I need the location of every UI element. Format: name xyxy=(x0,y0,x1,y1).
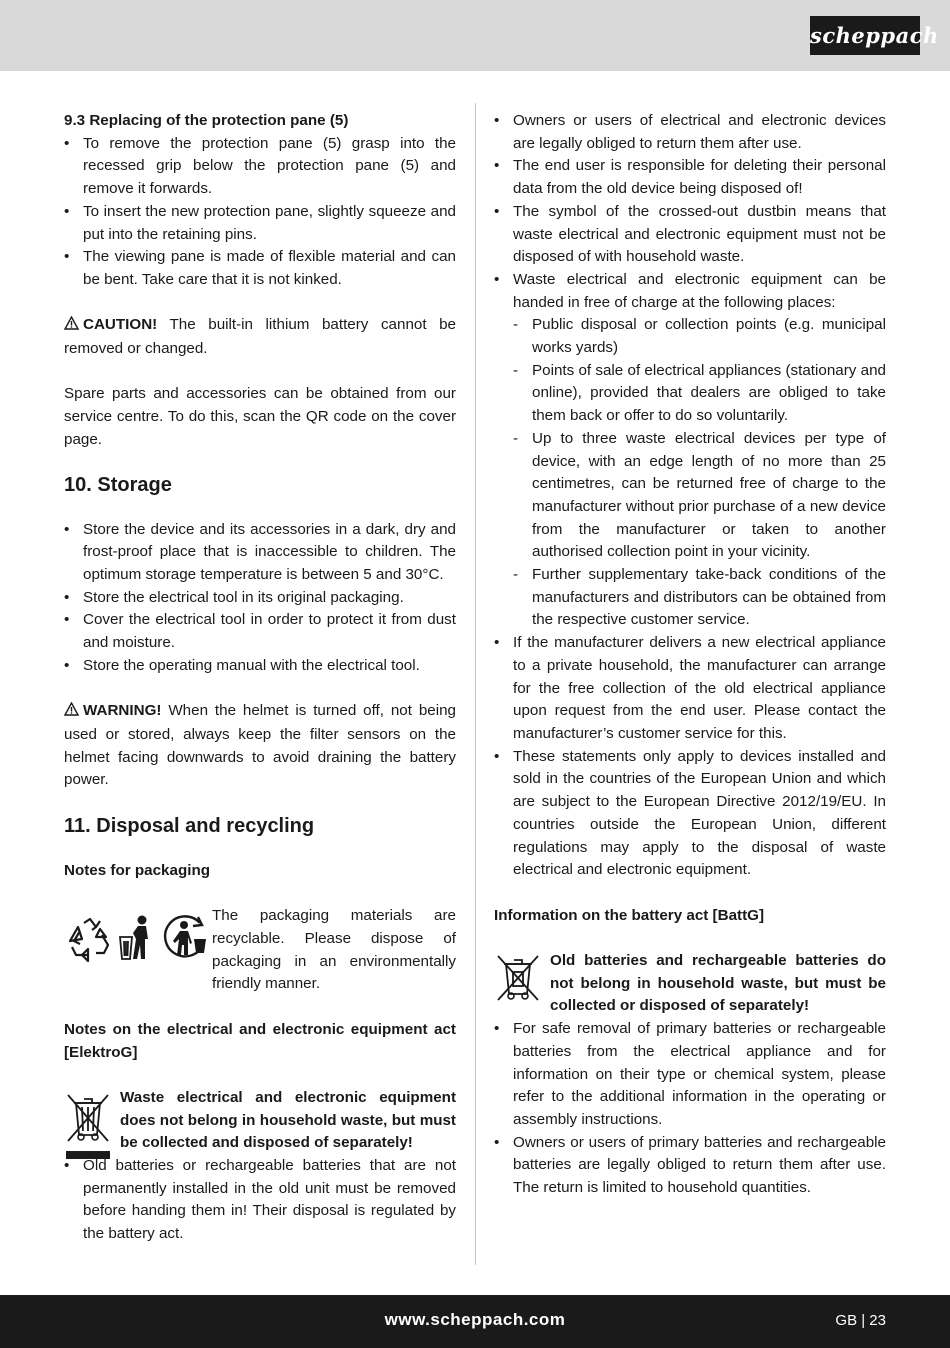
list-subitem: - Further supplementary take-back conditions of the manufacturers and distributors can be obtained from the respective customer service. xyxy=(494,564,886,632)
battg-heading: Information on the battery act [BattG] xyxy=(494,906,765,924)
warning-label: WARNING! xyxy=(83,702,162,720)
list-item: • To insert the new protection pane, slightly squeeze and put into the retaining pins. xyxy=(64,201,456,246)
elektrog-heading: Notes on the electrical and electronic equipment act [ElektroG] xyxy=(64,1020,456,1061)
disposal-heading: 11. Disposal and recycling xyxy=(64,814,315,837)
packaging-text: The packaging materials are recyclable. Please dispose of packaging in an environmentally friendly manner. xyxy=(212,907,456,993)
left-column xyxy=(64,110,456,1246)
footer-bar xyxy=(0,1295,950,1348)
list-item: • The viewing pane is made of flexible material and can be bent. Take care that it is not kinked. xyxy=(64,246,456,291)
old-batteries-list xyxy=(64,1155,456,1246)
packaging-icons xyxy=(64,905,212,995)
warning-text: When the helmet is turned off, not being used or stored, always keep the filter sensors on the helmet facing downwards to avoid draining the battery power. xyxy=(64,702,456,789)
page-number: GB | 23 xyxy=(835,1312,886,1329)
crossed-out-battery-bin-icon xyxy=(494,950,550,1018)
spare-parts-text: Spare parts and accessories can be obtained from our service centre. To do this, scan the QR code on the cover page. xyxy=(64,385,456,448)
footer-url[interactable]: www.scheppach.com xyxy=(384,1310,566,1329)
crossed-out-bin-icon xyxy=(64,1087,120,1155)
list-item: • Old batteries or rechargeable batteries that are not permanently installed in the old unit must be removed before handing them in! Their disposal is regulated by the battery act. xyxy=(64,1155,456,1246)
storage-heading: 10. Storage xyxy=(64,473,172,496)
list-subitem: - Up to three waste electrical devices per type of device, with an edge length of no more than 25 centimetres, can be returned free of charge to the manufacturer without prior purchase of a new device from the manufacturer or taken to another authorised collection point in your vicinity. xyxy=(494,428,886,564)
right-column xyxy=(494,110,886,1200)
list-item: • Owners or users of electrical and electronic devices are legally obliged to return them after use. xyxy=(494,110,886,155)
warning-triangle-icon xyxy=(64,315,79,338)
list-item: • The end user is responsible for deleting their personal data from the old device being disposed of! xyxy=(494,155,886,200)
list-item: • Cover the electrical tool in order to protect it from dust and moisture. xyxy=(64,609,456,654)
list-item: • To remove the protection pane (5) grasp into the recessed grip below the protection pane (5) and remove it forwards. xyxy=(64,133,456,201)
header-bar xyxy=(0,0,950,71)
list-subitem: - Points of sale of electrical appliances (stationary and online), provided that dealers are obliged to take them back or offer to do so voluntarily. xyxy=(494,360,886,428)
list-item: • Store the device and its accessories in a dark, dry and frost-proof place that is inaccessible to children. The optimum storage temperature is between 5 and 30°C. xyxy=(64,519,456,587)
recycle-icon xyxy=(66,917,114,963)
recycling-person-icon xyxy=(160,913,212,963)
caution-note xyxy=(64,314,456,360)
warning-triangle-icon xyxy=(64,701,79,724)
list-item: • Owners or users of primary batteries and rechargeable batteries are legally obliged to return them after use. The return is limited to household quantities. xyxy=(494,1132,886,1200)
list-item: • For safe removal of primary batteries or rechargeable batteries from the electrical appliance and for information on their type or chemical system, please refer to the additional information in the operating or assembly instructions. xyxy=(494,1018,886,1132)
list-item: • These statements only apply to devices installed and sold in the countries of the European Union and which are subject to the European Directive 2012/19/EU. In countries outside the European Union, different regulations may apply to the disposal of waste electrical and electronic equipment. xyxy=(494,746,886,882)
list-item: • The symbol of the crossed-out dustbin means that waste electrical and electronic equipment must not be disposed of with household waste. xyxy=(494,201,886,269)
packaging-heading: Notes for packaging xyxy=(64,861,210,879)
list-item: • Store the electrical tool in its original packaging. xyxy=(64,587,456,610)
list-subitem: - Public disposal or collection points (e.g. municipal works yards) xyxy=(494,314,886,359)
weee-block xyxy=(64,1087,456,1155)
battery-list xyxy=(494,1018,886,1200)
caution-text: The built-in lithium battery cannot be removed or changed. xyxy=(64,316,456,358)
brand-logo: scheppach xyxy=(810,16,920,55)
section-9-3-title: 9.3 Replacing of the protection pane (5) xyxy=(64,112,349,129)
column-divider xyxy=(475,103,476,1265)
list-item: • If the manufacturer delivers a new electrical appliance to a private household, the manufacturer can arrange for the free collection of the old electrical appliance upon request from the end user. Please contact the manufacturer’s customer service for this. xyxy=(494,632,886,746)
packaging-block xyxy=(64,905,456,996)
battery-statement: Old batteries and rechargeable batteries do not belong in household waste, but must be collected or disposed of separately! xyxy=(550,951,886,1015)
list-item: • Waste electrical and electronic equipment can be handed in free of charge at the following places: xyxy=(494,269,886,314)
tidyman-icon xyxy=(118,915,156,963)
battery-block xyxy=(494,950,886,1018)
protection-pane-list xyxy=(64,133,456,292)
caution-label: CAUTION! xyxy=(83,316,158,334)
warning-note xyxy=(64,700,456,792)
disposal-list xyxy=(494,110,886,882)
list-item: • Store the operating manual with the electrical tool. xyxy=(64,655,456,678)
weee-statement: Waste electrical and electronic equipment does not belong in household waste, but must be collected and disposed of separately! xyxy=(120,1088,456,1152)
storage-list xyxy=(64,519,456,678)
